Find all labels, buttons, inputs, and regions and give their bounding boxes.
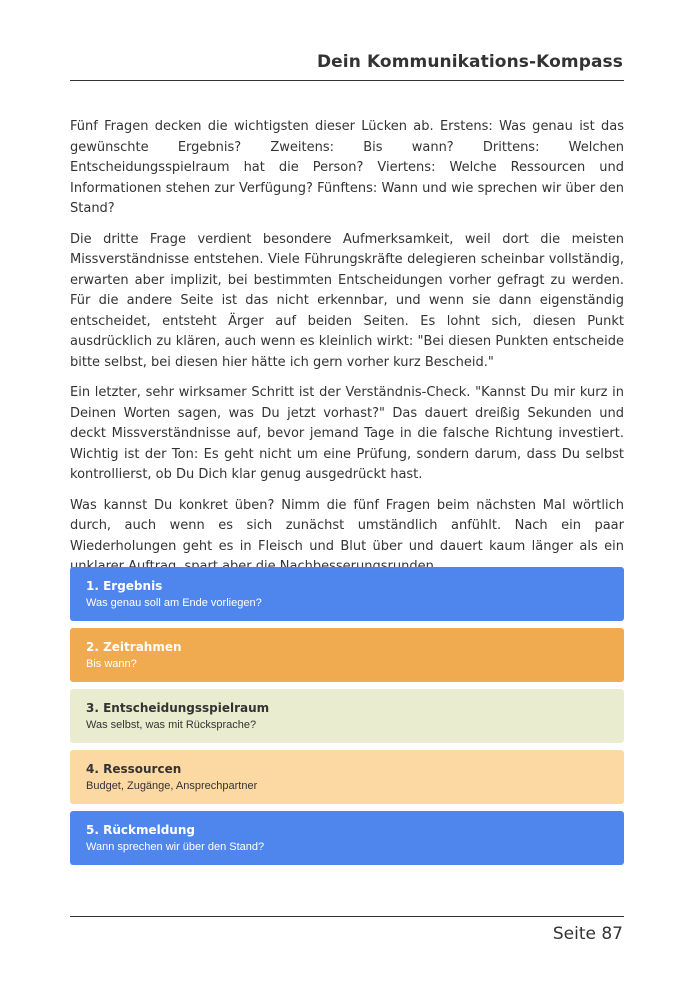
- page-title: Dein Kommunikations-Kompass: [316, 52, 623, 72]
- question-card-rueckmeldung: [70, 811, 624, 865]
- card-description: Was genau soll am Ende vorliegen?: [86, 597, 262, 609]
- question-card-list: [70, 567, 624, 872]
- question-card-ergebnis: [70, 567, 624, 621]
- card-title: 1. Ergebnis: [86, 579, 163, 593]
- card-title: 4. Ressourcen: [86, 762, 182, 776]
- card-description: Wann sprechen wir über den Stand?: [86, 841, 265, 853]
- card-description: Was selbst, was mit Rücksprache?: [86, 719, 257, 731]
- card-description: Budget, Zugänge, Ansprechpartner: [86, 780, 258, 792]
- question-card-zeitrahmen: [70, 628, 624, 682]
- card-title: 2. Zeitrahmen: [86, 640, 182, 654]
- paragraph: Was kannst Du konkret üben? Nimm die fünf Fragen beim nächsten Mal wörtlich durch, auch wenn es sich zunächst umständlich anfühlt. Nach ein paar Wiederholungen geht es in Fleisch und Blut über und dauert kaum länger als ein: [70, 497, 624, 554]
- body-text: [70, 117, 624, 588]
- card-description: Bis wann?: [86, 658, 137, 670]
- paragraph: Fünf Fragen decken die wichtigsten dieser Lücken ab. Erstens: Was genau ist das gewünschte Ergebnis? Zweitens: Bis wann? Drittens: Welchen Entscheidungsspielraum hat die Person? Viertens: Welche Ressourcen und Informationen stehen zur Verfügung? Fünftens: Wann und wie sprechen wir über den Stand?: [70, 119, 624, 216]
- header-divider: [70, 80, 624, 81]
- card-title: 5. Rückmeldung: [86, 823, 195, 837]
- paragraph: Die dritte Frage verdient besondere Aufmerksamkeit, weil dort die meisten Missverständnisse entstehen. Viele Führungskräfte delegieren scheinbar vollständig, erwarten aber implizit, bei bestimmten Entscheidungen vorher gefragt zu werden. Für die andere Seite ist das nicht erkennbar, und wenn sie dann eigenständig entscheidet, entsteht Ärger auf beiden Seiten. Es lohnt sich, diesen Punkt ausdrücklich zu klären, auch wenn es kleinlich wirkt: "Bei diesen Punkten entscheide bitte selbst, bei diesen hier hätte ich gern vorher kurz Bescheid.": [70, 231, 624, 370]
- card-title: 3. Entscheidungsspielraum: [86, 701, 270, 715]
- page-number: Seite 87: [552, 924, 623, 944]
- question-card-entscheidungsspielraum: [70, 689, 624, 743]
- question-card-ressourcen: [70, 750, 624, 804]
- footer-divider: [70, 916, 624, 917]
- paragraph: Ein letzter, sehr wirksamer Schritt ist der Verständnis-Check. "Kannst Du mir kurz in Deinen Worten sagen, was Du jetzt vorhast?" Das dauert dreißig Sekunden und deckt Missverständnisse auf, bevor jemand Tage in die falsche Richtung investiert. Wichtig ist der Ton: Es geht nicht um eine Prüfung, sondern darum, dass Du selbst kontrollierst, ob Du Dich klar genug ausgedrückt hast.: [70, 385, 624, 482]
